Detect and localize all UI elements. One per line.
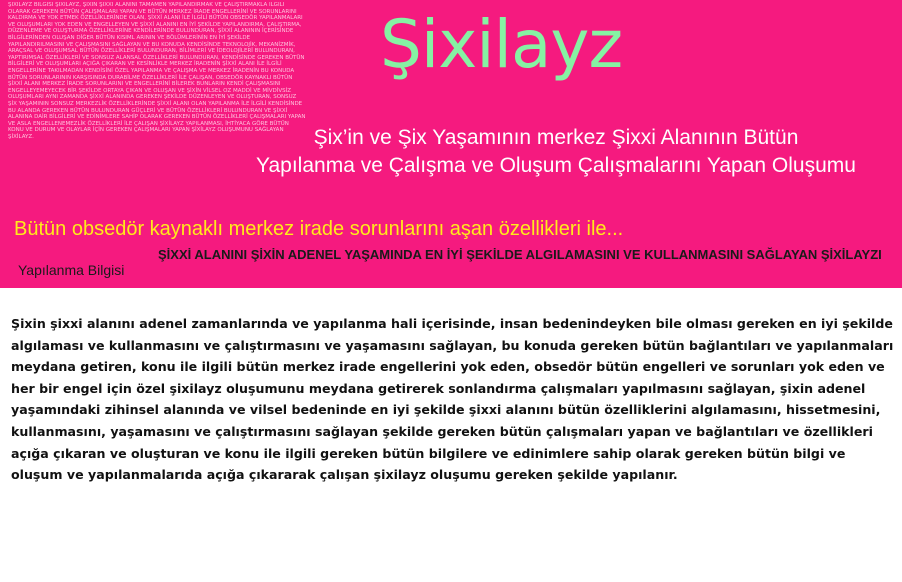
- section-headline: ŞİXXİ ALANINI ŞİXİN ADENEL YAŞAMINDA EN İYİ ŞEKİLDE ALGILAMASINI VE KULLANMASINI SAĞLAYAN ŞİXİLAYZI: [158, 247, 882, 262]
- body-paragraph: Şixin şixxi alanını adenel zamanlarında ve yapılanma hali içerisinde, insan bedenindeyken bile olması gereken en iyi şekilde algılaması ve kullanmasını ve çalıştırmasını ve yaşamasını sağlayan, bu konuda gereken bütün bağlantıları ve yapılanmaları meydana getiren, konu ile ilgili bütün merkez irade engellerini yok eden, obsedör bütün engelleri ve sorunları yok eden ve her bir engel için özel şixilayz oluşumunu meydana getirerek sonlandırma çalışmaları yapılmasını sağlayan, şixin adenel yaşamındaki zihinsel alanında ve vilsel bedeninde en iyi şekilde şixxi alanını bütün özelliklerini algılamasını, hissetmesini, kullanmasını, yaşamasını ve çalıştırmasını sağlayan şekilde gereken bütün çalışmaları yapan ve bağlantıları ve özellikleri açığa çıkaran ve oluşturan ve konu ile ilgili gereken bütün bilgilere ve edinimlere sahip olarak gereken bütün bilgi ve oluşum ve yapılanmalarıda açığa çıkararak çalışan şixilayz oluşumu gereken şekilde yapılanır.: [11, 316, 894, 483]
- subtitle-line-1: Şix’in ve Şix Yaşamının merkez Şixxi Alanının Bütün: [313, 126, 799, 149]
- structure-label: Yapılanma Bilgisi: [18, 262, 125, 278]
- subtitle: [214, 124, 898, 180]
- header-banner: [0, 0, 902, 288]
- page-title: Şixilayz: [380, 6, 623, 83]
- background-small-text: ŞİXİLAYZ BİLGİSİ ŞİXİLAYZ, ŞİXİN ŞİXXİ ALANINI TAMAMEN YAPILANDIRMAK VE ÇALIŞTIRMAKLA İLGİLİ OLARAK GEREKEN BÜTÜN ÇALIŞMALARI YAPAN VE BÜTÜN MERKEZ İRADE ENGELLERİNİ VE SORUNLARINI KALDIRMA VE YOK ETMEK ÖZELLİKLERİNDE OLAN, ŞİXXİ ALANI İLE İLGİLİ BÜTÜN OBSEDÖR YAPILANMALARI VE OLUŞUMLARI YOK EDEN VE ENGELLEYEN VE ŞİXXİ ALANINI EN İYİ ŞEKİLDE YAPILANDIRMA, ÇALIŞTIRMA, DÜZENLEME VE OLUŞTURMA ÖZELLİKLERİNE KENDİLERİNDE BULUNDURAN, ŞİXXİ ALANININ İÇERİSİNDE BİLGİLERİNDEN OLUŞAN DİĞER BÜTÜN KISIML ARININ VE BÖLÜMLERİNİN EN İYİ ŞEKİLDE YAPILANDIRILMASINI VE ÇALIŞMASINI SAĞLAYAN VE BU KONUDA KENDİSİNDE TEKNOLOJİK, MEKANİZMİK, ARAÇSAL VE OLUŞUMSAL BÜTÜN ÖZELLİKLERİ BULUNDURAN, BİLİMLERİ VE İDEOLOJİLERİ BULUNDURAN, YAPTIRIMSAL ÖZELLİKLERİ VE SONSUZ ALANSAL ÖZELLİKLERİ BULUNDURAN, KENDİSİNDE GEREKEN BÜTÜN BİLGİLERİ VE OLUŞUMLARI AÇIĞA ÇIKARAN VE KESİNLİKLE MERKEZ İRADENİN ŞİXXİ ALANI İLE İLGİLİ ENGELLERİNE TAKILMADAN KENDİSİNİ ÖZEL YAPILANMA VE ÇALIŞMA VE MERKEZ İRADENİN BU KONUDA BÜTÜN SORUNLARININ KARŞISINDA DURABİLME ÖZELLİKLERİ İLE ÇALIŞAN, OBSEDÖR KAYNAKLI BÜTÜN ŞİXXİ ALANI MERKEZ İRADE SORUNLARINI VE ENGELLERİNİ BİLEREK BUNLARIN KENDİ ÇALIŞMASINI ENGELLEYEMEYECEK BİR ŞEKİLDE ORTAYA ÇIKAN VE OLUŞAN VE ŞİXİN VİLSEL OZ MADDİ VE MİVDİVSİZ OLUŞUMLARI AYNI ZAMANDA ŞİXXİ ALANINDA GEREKEN ŞEKİLDE DÜZENLEYEN VE OLUŞTURAN, SONSUZ ŞİX YAŞAMININ SONSUZ MERKEZLİK ÖZELLİKLERİNDE ŞİXXİ ALANI OLAN YAPILANMA İLE İLGİLİ KENDİSİNDE BU ALANDA GEREKEN BÜTÜN BULUNDURAN GÜÇLERİ VE BÜTÜN ÖZELLİKLERİ BULUNDURAN VE ŞİXXİ ALANINA DAİR BİLGİLERİ VE EDİNİMLERE SAHİP OLARAK GEREKEN BÜTÜN ÖZELLİKLERİ ÇALIŞMALARI YAPAN VE ASLA ENGELLENEMEZLİK ÖZELLİKLERİ İLE ÇALIŞAN ŞİXİLAYZ YAPILANMASI, İHTİYACA GÖRE BÜTÜN KONU VE DURUM VE OLAYLAR İÇİN GEREKEN ÇALIŞMALARI YAPAN ŞİXİLAYZ OLUŞUMUNU SAĞLAYAN ŞİXİLAYZ.: [8, 2, 306, 140]
- tagline: Bütün obsedör kaynaklı merkez irade sorunlarını aşan özellikleri ile...: [14, 218, 624, 240]
- subtitle-line-2: Yapılanma ve Çalışma ve Oluşum Çalışmalarını Yapan Oluşumu: [256, 154, 856, 177]
